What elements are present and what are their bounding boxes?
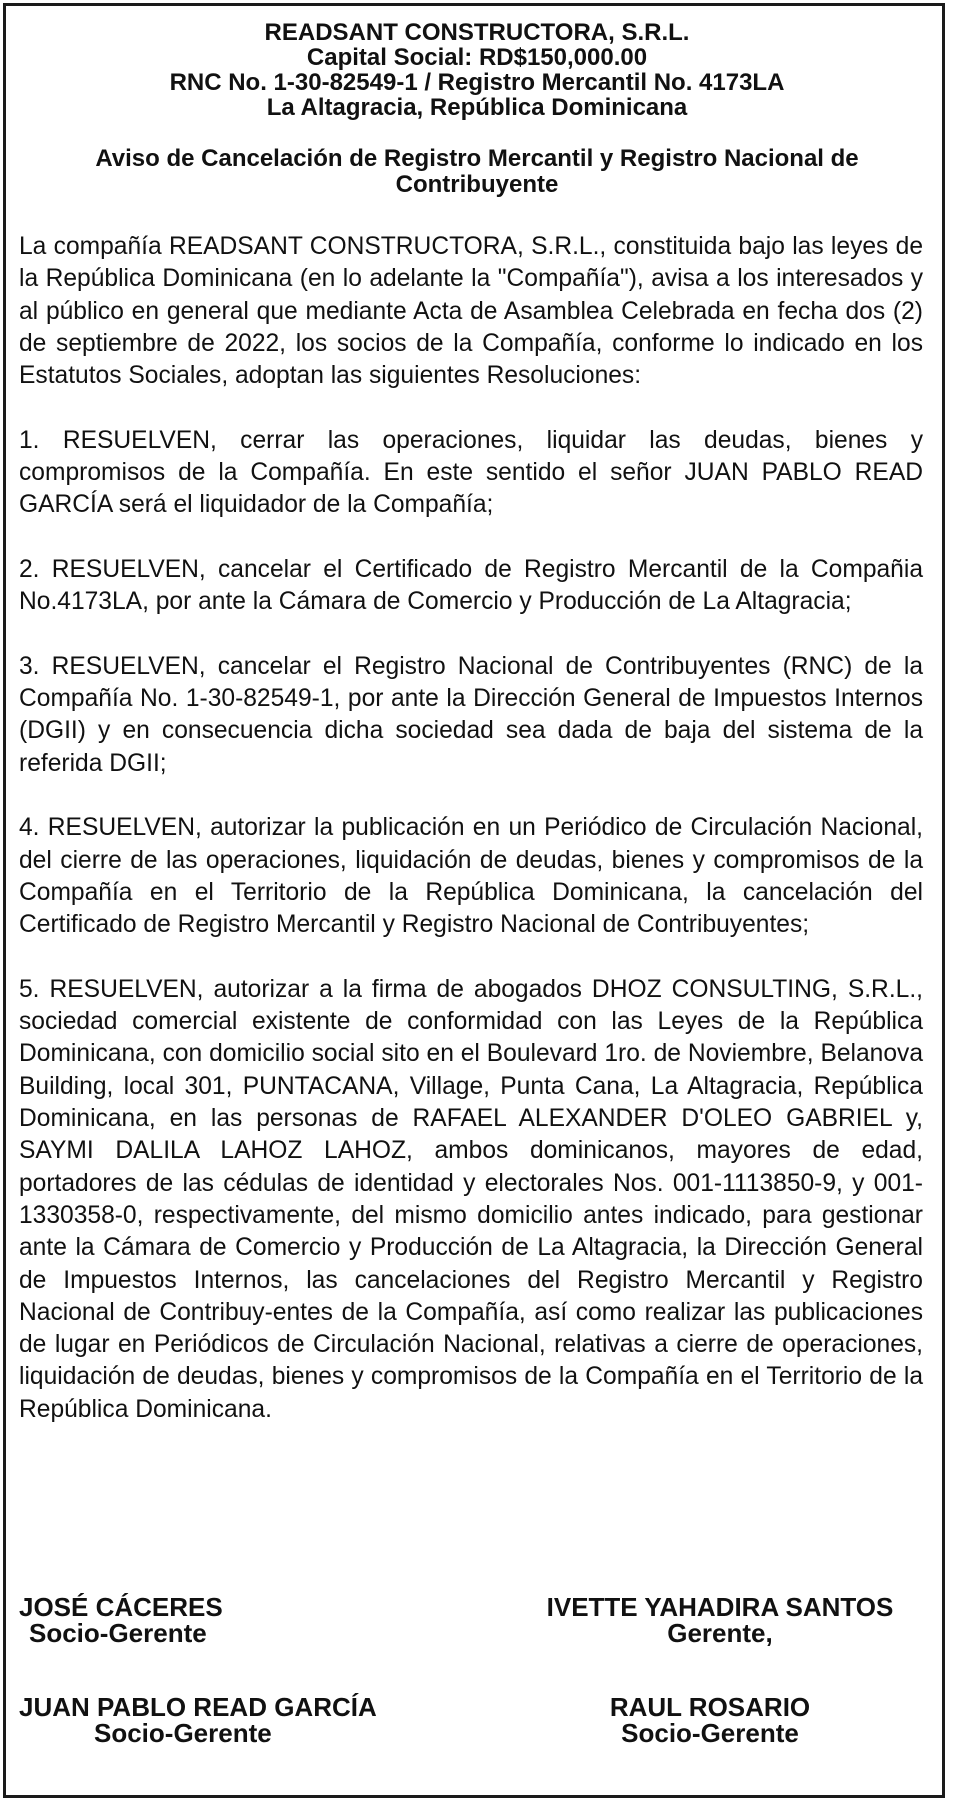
- company-location: La Altagracia, República Dominicana: [266, 94, 688, 121]
- signature-block: [19, 1694, 377, 1746]
- registry-numbers: RNC No. 1-30-82549-1 / Registro Mercantil No. 4173LA: [169, 69, 785, 96]
- resolution-5: 5. RESUELVEN, autorizar a la firma de abogados DHOZ CONSULTING, S.R.L., sociedad comercial existente de conformidad con las Leyes de la República Dominicana, con domicilio social sito en el Boulevard 1ro. de Noviembre, Belanova Building, local 301, PUNTACANA, Village, Punta Cana, La Altagracia, República Dominicana, en las personas de RAFAEL ALEXANDER D'OLEO GABRIEL y, SAYMI DALILA LAHOZ LAHOZ, ambos dominicanos, mayores de edad, portadores de las cédulas de identidad y electorales Nos. 001-1113850-9, y 001-1330358-0, respectivamente, del mismo domicilio antes indicado, para gestionar ante la Cámara de Comercio y Producción de La Altagracia, la Dirección General de Impuestos Internos, las cancelaciones del Registro Mercantil y Registro Nacional de Contribuy-entes de la Compañía, así como realizar las publicaciones de lugar en Periódicos de Circulación Nacional, relativas a cierre de operaciones, liquidación de deudas, bienes y compromisos de la Compañía en el Territorio de la República Dominicana.: [19, 975, 923, 1423]
- notice-body: [19, 231, 923, 1426]
- resolution-3: 3. RESUELVEN, cancelar el Registro Nacional de Contribuyentes (RNC) de la Compañía No. 1-30-82549-1, por ante la Dirección General de Impuestos Internos (DGII) y en consecuencia dicha sociedad sea dada de baja del sistema de la referida DGII;: [19, 652, 923, 777]
- capital-social: Capital Social: RD$150,000.00: [306, 44, 648, 71]
- resolution-2: 2. RESUELVEN, cancelar el Certificado de Registro Mercantil de la Compañia No.4173LA, por ante la Cámara de Comercio y Producción de La Altagracia;: [19, 555, 923, 616]
- notice-title: Aviso de Cancelación de Registro Mercantil y Registro Nacional de Contribuyente: [95, 145, 859, 198]
- intro-paragraph: La compañía READSANT CONSTRUCTORA, S.R.L., constituida bajo las leyes de la República Dominicana (en lo adelante la "Compañía"), avisa a los interesados y al público en general que mediante Acta de Asamblea Celebrada en fecha dos (2) de septiembre de 2022, los socios de la Compañía, conforme lo indicado en los Estatutos Sociales, adoptan las siguientes Resoluciones:: [19, 233, 923, 390]
- signatory-name: IVETTE YAHADIRA SANTOS: [546, 1592, 894, 1622]
- company-name: READSANT CONSTRUCTORA, S.R.L.: [264, 19, 690, 46]
- signatory-role: Socio-Gerente: [621, 1718, 799, 1748]
- signatory-name: JOSÉ CÁCERES: [19, 1592, 223, 1622]
- resolution-1: 1. RESUELVEN, cerrar las operaciones, liquidar las deudas, bienes y compromisos de la Compañía. En este sentido el señor JUAN PABLO READ GARCÍA será el liquidador de la Compañía;: [19, 426, 923, 519]
- signature-block: [520, 1594, 920, 1646]
- signature-block: [560, 1694, 860, 1746]
- signatory-role: Socio-Gerente: [94, 1718, 272, 1748]
- signatory-role: Socio-Gerente: [29, 1618, 207, 1648]
- signatory-role: Gerente,: [667, 1618, 773, 1648]
- resolution-4: 4. RESUELVEN, autorizar la publicación en un Periódico de Circulación Nacional, del cierre de las operaciones, liquidación de deudas, bienes y compromisos de la Compañía en el Territorio de la República Dominicana, la cancelación del Certificado de Registro Mercantil y Registro Nacional de Contribuyentes;: [19, 814, 923, 939]
- signatory-name: JUAN PABLO READ GARCÍA: [19, 1692, 377, 1722]
- signatory-name: RAUL ROSARIO: [609, 1692, 811, 1722]
- notice-header: [0, 20, 954, 120]
- signature-block: [19, 1594, 223, 1646]
